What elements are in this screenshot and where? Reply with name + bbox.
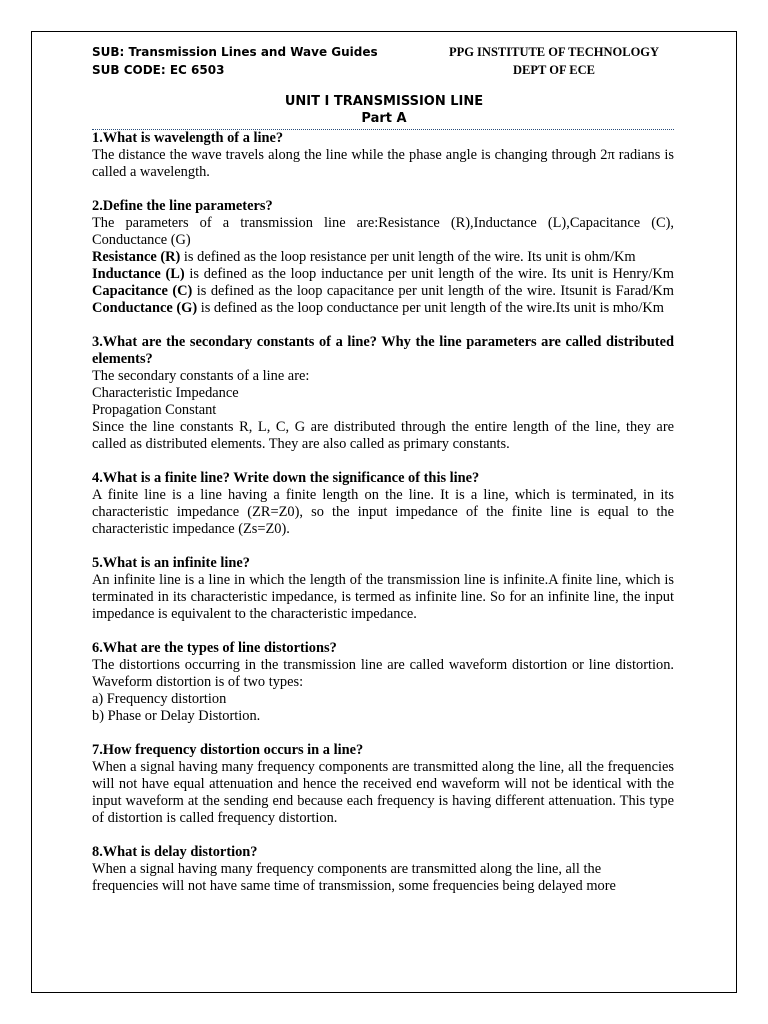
term-resistance: Resistance (R)	[92, 249, 181, 265]
answer-3-line-1: The secondary constants of a line are:	[92, 368, 310, 384]
unit-heading	[0, 93, 768, 127]
def-capacitance: is defined as the loop capacitance per unit length of the wire. Itsunit is Farad/Km	[192, 283, 674, 299]
def-inductance: is defined as the loop inductance per unit length of the wire. Its unit is Henry/Km	[184, 266, 675, 282]
answer-3-line-4: Since the line constants R, L, C, G are distributed through the entire length of the line, they are called as distributed elements. They are also called as primary constants.	[92, 419, 674, 452]
institute-name: PPG INSTITUTE OF TECHNOLOGY	[448, 45, 660, 59]
def-conductance: is defined as the loop conductance per unit length of the wire.Its unit is mho/Km	[197, 300, 664, 316]
answer-2-intro: The parameters of a transmission line are:Resistance (R),Inductance (L),Capacitance (C), Conductance (G)	[92, 215, 674, 248]
question-3: 3.What are the secondary constants of a line? Why the line parameters are called distributed elements?	[92, 334, 674, 367]
term-conductance: Conductance (G)	[92, 300, 198, 316]
answer-2-resistance	[92, 249, 674, 266]
answer-3-line-2: Characteristic Impedance	[92, 385, 239, 401]
question-4: 4.What is a finite line? Write down the significance of this line?	[92, 470, 480, 486]
subject-code: SUB CODE: EC 6503	[92, 63, 225, 77]
question-2: 2.Define the line parameters?	[92, 198, 273, 214]
term-capacitance: Capacitance (C)	[92, 283, 193, 299]
answer-7: When a signal having many frequency components are transmitted along the line, all the frequencies will not have equal attenuation and hence the received end waveform will not be identical with the input waveform at the sending end because each frequency is having different attenuation. This type of distortion is called frequency distortion.	[92, 759, 674, 826]
question-8: 8.What is delay distortion?	[92, 844, 258, 860]
document-body	[92, 130, 674, 895]
question-5: 5.What is an infinite line?	[92, 555, 250, 571]
subject-name: SUB: Transmission Lines and Wave Guides	[92, 45, 378, 59]
question-1: 1.What is wavelength of a line?	[92, 130, 284, 146]
answer-8-line-2: frequencies will not have same time of transmission, some frequencies being delayed more	[92, 878, 616, 894]
unit-title: UNIT I TRANSMISSION LINE	[284, 94, 484, 109]
def-resistance: is defined as the loop resistance per unit length of the wire. Its unit is ohm/Km	[180, 249, 636, 265]
part-title: Part A	[361, 111, 407, 126]
question-7: 7.How frequency distortion occurs in a line?	[92, 742, 364, 758]
answer-6: The distortions occurring in the transmission line are called waveform distortion or line distortion. Waveform distortion is of two types:	[92, 657, 674, 690]
answer-8-line-1: When a signal having many frequency components are transmitted along the line, all the	[92, 861, 602, 877]
answer-3-line-3: Propagation Constant	[92, 402, 217, 418]
answer-1: The distance the wave travels along the line while the phase angle is changing through 2π radians is called a wavelength.	[92, 147, 674, 180]
answer-6-item-b: b) Phase or Delay Distortion.	[92, 708, 261, 724]
answer-4: A finite line is a line having a finite length on the line. It is a line, which is terminated, in its characteristic impedance (ZR=Z0), so the input impedance of the finite line is equal to the characteristic impedance (Zs=Z0).	[92, 487, 674, 537]
answer-6-item-a: a) Frequency distortion	[92, 691, 227, 707]
question-6: 6.What are the types of line distortions?	[92, 640, 337, 656]
answer-5: An infinite line is a line in which the length of the transmission line is infinite.A finite line, which is terminated in its characteristic impedance, is termed as infinite line. So for an infinite line, the input impedance is equivalent to the characteristic impedance.	[92, 572, 674, 622]
term-inductance: Inductance (L)	[92, 266, 185, 282]
answer-2-other-params	[92, 266, 674, 317]
department-name: DEPT OF ECE	[513, 63, 595, 77]
